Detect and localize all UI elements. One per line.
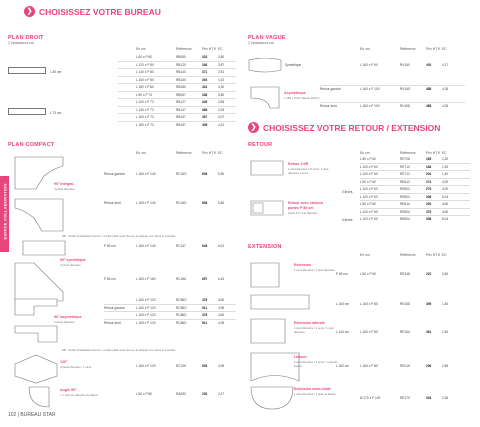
row-size: L 120 x P 60 <box>360 217 378 222</box>
row-price: 408 <box>202 122 208 127</box>
row-ref: RE164 <box>400 329 410 334</box>
table-row <box>360 178 470 186</box>
row-size: L 160 x P 120 <box>136 320 156 325</box>
header-ref: Référence <box>176 47 192 51</box>
row-price: 359 <box>426 301 432 306</box>
row-eco: 4,60 <box>442 202 449 207</box>
table-row <box>360 394 454 402</box>
plan-droit-depth-2: L 73 cm <box>50 111 62 115</box>
page-footer: 102 | BUREAU STAR <box>8 412 56 418</box>
extension-sub: 1 pied diamètre / 1 pied diamètre <box>294 268 335 272</box>
header-price: Prix HT € <box>202 47 217 51</box>
header-ref: Référence <box>176 151 192 155</box>
row-eco: 1,40 <box>442 172 449 177</box>
row-size: L 100 x P 60 <box>360 187 378 192</box>
table-row <box>360 215 470 223</box>
row-price: 294 <box>426 202 432 207</box>
row-size: L 180 x P 73 <box>136 122 154 127</box>
extension-depth: L 160 cm <box>336 302 349 306</box>
row-label: Retour gauche <box>104 305 125 310</box>
header-eco: EC <box>442 47 447 51</box>
row-ref: RV16G <box>400 87 411 92</box>
compact-table-a <box>104 170 236 207</box>
row-size: Ø 170 x P 100 <box>360 395 381 400</box>
table-row <box>360 208 470 216</box>
plan-compact-header <box>136 151 230 155</box>
plan-droit-title: PLAN DROIT <box>8 35 44 41</box>
retour-depth-b: 4 tiroirs <box>342 218 353 222</box>
row-eco: 5,04 <box>442 217 449 222</box>
row-eco: 3,87 <box>218 62 225 67</box>
compact-table-c <box>104 275 236 283</box>
table-row <box>360 155 470 163</box>
row-price: 338 <box>202 92 208 97</box>
table-row <box>360 163 470 171</box>
compact-note-a: NB : Outils d’installation fournis. Le bâti métal reste fixe sur le plateau si le client le souhaite. <box>62 234 177 238</box>
row-price: 275 <box>426 187 432 192</box>
row-size: L 160 x P 140 <box>136 243 156 248</box>
header-price: Prix HT € <box>426 47 441 51</box>
header-price: Prix HT € <box>426 253 441 257</box>
table-row <box>320 102 465 110</box>
extension-name: Extension semi-ovale <box>294 387 331 391</box>
header-ref: Référence <box>400 151 416 155</box>
table-row <box>360 328 454 336</box>
row-price: 398 <box>426 217 432 222</box>
row-ref: RE813 <box>400 179 410 184</box>
row-price: 204 <box>426 172 432 177</box>
compact-120-sketch <box>14 354 58 384</box>
plan-droit-subtitle: 2 épaisseurs cm <box>8 41 35 45</box>
row-ref: RB127 <box>176 100 186 105</box>
plan-droit-sketch-2 <box>8 108 46 115</box>
row-size: L 80 x P 60 <box>360 271 376 276</box>
row-price: 648 <box>202 243 208 248</box>
row-price: 165 <box>426 156 432 161</box>
row-ref: RC147 <box>176 243 186 248</box>
row-size: L 160 x P 120 <box>136 363 156 368</box>
row-size: L 160 x P 120 <box>136 313 156 318</box>
row-price: 346 <box>202 62 208 67</box>
header-price: Prix HT € <box>202 151 217 155</box>
retour-2-sketch <box>250 200 284 216</box>
compact-table-b <box>104 242 236 250</box>
row-label: P 80 cm <box>104 276 116 281</box>
table-row <box>360 193 470 201</box>
extension-1-sketch <box>250 262 280 288</box>
row-price: 333 <box>202 54 208 59</box>
row-price: 478 <box>202 313 208 318</box>
header-eco: EC <box>442 253 447 257</box>
plan-vague-table <box>320 85 465 109</box>
row-ref: RE170 <box>400 395 410 400</box>
chevron-right-icon: ❯ <box>24 6 35 17</box>
row-size: L 80 x P 80 <box>136 54 152 59</box>
plan-droit-depth-1: L 80 cm <box>50 70 62 74</box>
row-eco: 5,04 <box>442 194 449 199</box>
table-row <box>104 200 236 208</box>
retour-1-label: Retour 1/4R <box>288 162 309 166</box>
row-eco: 4,07 <box>218 115 225 120</box>
table-row <box>360 170 470 178</box>
table-row <box>104 362 236 370</box>
row-ref: RC86G <box>176 297 187 302</box>
header-size: En cm <box>360 47 370 51</box>
row-size: L 160 x P 120 <box>136 305 156 310</box>
row-label: Retour gauche <box>320 87 341 92</box>
compact-90s-sub: 3 pieds diamètre <box>60 263 81 267</box>
table-row <box>118 106 236 114</box>
row-eco: 6,43 <box>218 276 225 281</box>
row-label: Retour droit <box>320 103 337 108</box>
retour-2-sub: Socle 1/2 rond diamètre <box>288 211 318 215</box>
row-eco: 4,95 <box>218 363 225 368</box>
row-price: 511 <box>202 320 208 325</box>
table-row <box>104 296 236 304</box>
retour-depth-a: 0 tiroirs <box>342 190 353 194</box>
row-label: Retour gauche <box>104 171 125 176</box>
table-row <box>118 61 236 69</box>
plan-vague-title: PLAN VAGUE <box>248 35 286 41</box>
table-row <box>360 300 454 308</box>
table-row <box>104 304 236 312</box>
row-eco: 4,10 <box>218 77 225 82</box>
row-eco: 2,47 <box>218 391 225 396</box>
row-ref: RE712 <box>400 172 410 177</box>
row-ref: RB080 <box>176 54 186 59</box>
row-label: Retour droit <box>104 201 121 206</box>
row-size: L 100 x P 60 <box>360 209 378 214</box>
row-size: L 160 x P 73 <box>136 115 154 120</box>
retour-1-sketch <box>250 160 284 176</box>
row-eco: 1,50 <box>442 329 449 334</box>
compact-table-e <box>104 362 236 370</box>
extension-depth: L 144 cm <box>336 330 349 334</box>
table-row <box>104 170 236 178</box>
extension-4-sketch <box>250 352 300 382</box>
table-row <box>118 53 236 61</box>
row-size: L 160 x P 160 <box>136 276 156 281</box>
row-eco: 3,91 <box>218 70 225 75</box>
compact-table-d <box>104 296 236 326</box>
row-size: L 80 x P 60 <box>360 156 376 161</box>
extension-title: EXTENSION <box>248 244 282 250</box>
plan-droit-sketch-1 <box>8 67 46 74</box>
plan-vague-sym-price: 468 <box>426 63 432 67</box>
extension-name: Extension <box>294 263 312 267</box>
row-price: 478 <box>202 297 208 302</box>
row-size: L 160 x P 140 <box>136 171 156 176</box>
row-ref: RB147 <box>176 107 186 112</box>
row-eco: 1,30 <box>442 164 449 169</box>
row-price: 387 <box>202 115 208 120</box>
header-ref: Référence <box>400 47 416 51</box>
chevron-right-icon: ❯ <box>248 122 259 133</box>
row-price: 488 <box>426 103 432 108</box>
compact-table-f <box>104 390 236 398</box>
row-ref: RE814 <box>400 202 410 207</box>
row-size: L 120 x P 73 <box>136 100 154 105</box>
row-ref: RC126 <box>176 363 186 368</box>
table-row <box>360 185 470 193</box>
header-size: En cm <box>360 151 370 155</box>
row-price: 608 <box>202 201 208 206</box>
row-price: 304 <box>426 395 432 400</box>
table-row <box>360 362 454 370</box>
row-eco: 4,60 <box>218 297 225 302</box>
table-row <box>104 242 236 250</box>
row-price: 274 <box>426 179 432 184</box>
extension-sub: 1 pied diamètre / 1 sens / 1 pied de liaison <box>294 360 338 368</box>
row-size: L 160 x P 120 <box>136 297 156 302</box>
row-ref: RB120 <box>176 62 186 67</box>
row-ref: RE804 <box>400 217 410 222</box>
plan-vague-subtitle: 2 épaisseurs cm <box>248 41 275 45</box>
row-size: L 160 x P 80 <box>360 329 378 334</box>
row-eco: 4,00 <box>442 187 449 192</box>
compact-120-sub: 3 pieds diamètre / 1 sens <box>60 365 92 369</box>
table-row <box>360 270 454 278</box>
compact-90-integral-sketch-2 <box>14 198 64 232</box>
row-price: 424 <box>202 85 208 90</box>
header-eco: EC <box>442 151 447 155</box>
row-ref: RB180 <box>176 85 186 90</box>
plan-vague-sym-size: L 160 x P 90 <box>360 63 378 67</box>
row-ref: RRL16 <box>400 363 410 368</box>
header-eco: EC <box>218 47 223 51</box>
extension-depth: P 80 cm <box>336 272 348 276</box>
retour-table <box>360 155 470 223</box>
row-price: 657 <box>202 276 208 281</box>
table-row <box>104 390 236 398</box>
row-eco: 1,20 <box>442 156 449 161</box>
row-price: 375 <box>426 209 432 214</box>
compact-90a-label: 90° asymétrique <box>54 315 82 319</box>
row-size: L 120 x P 60 <box>360 172 378 177</box>
extension-3-sketch <box>250 318 286 344</box>
header-price: Prix HT € <box>426 151 441 155</box>
row-ref: RB187 <box>176 122 186 127</box>
plan-vague-asym-sub: L 180 x P 90 / Retour 100cm <box>284 96 320 100</box>
compact-angle-sketch <box>28 386 50 408</box>
row-ref: RC166 <box>176 276 186 281</box>
plan-droit-table <box>118 53 236 128</box>
row-price: 488 <box>426 87 432 92</box>
row-price: 361 <box>426 329 432 334</box>
row-ref: RC16G <box>176 171 187 176</box>
table-row <box>104 275 236 283</box>
row-eco: 3,93 <box>218 107 225 112</box>
row-eco: 1,50 <box>442 301 449 306</box>
header-size: En cm <box>360 253 370 257</box>
table-row <box>118 121 236 129</box>
row-eco: 4,60 <box>442 209 449 214</box>
row-size: L 160 x P 100 <box>360 103 380 108</box>
row-size: L 80 x P 60 <box>360 202 376 207</box>
row-eco: 4,95 <box>218 320 225 325</box>
row-label: Retour droit <box>104 320 121 325</box>
retour-title <box>248 122 440 133</box>
section-tab-label: ESPACE COLLABORATION <box>2 183 8 240</box>
plan-vague-sym-ref: RV160 <box>400 63 410 67</box>
row-ref: RV16D <box>400 103 411 108</box>
compact-90-label: 90° intégral <box>54 182 74 186</box>
row-size: L 80 x P 80 <box>136 391 152 396</box>
row-ref: RC86D <box>176 320 187 325</box>
table-row <box>118 76 236 84</box>
plan-droit-header <box>136 47 230 51</box>
row-ref: RE168 <box>400 301 410 306</box>
plan-vague-sym-sketch <box>248 58 282 74</box>
compact-80-sketch <box>22 240 66 256</box>
extension-name: Liaison <box>294 355 307 359</box>
retour-1-sub: 1 pied diamètre 1/4 rond / 1 pied diamètre 1 sens <box>288 167 329 175</box>
compact-note-d: NB : Outils d’installation fournis. Le bâti métal reste fixe sur le plateau si le client le souhaite. <box>62 348 177 352</box>
row-price: 393 <box>202 77 208 82</box>
row-ref: RE804 <box>400 209 410 214</box>
plan-vague-asym-sketch <box>250 86 280 110</box>
row-eco: 4,26 <box>442 103 449 108</box>
compact-90s-sketch <box>14 262 64 302</box>
extension-header <box>360 253 454 257</box>
row-ref: RE804 <box>400 194 410 199</box>
header-eco: EC <box>218 151 223 155</box>
row-size: L 140 x P 73 <box>136 107 154 112</box>
row-eco: 5,80 <box>218 171 225 176</box>
header-size: En cm <box>136 151 146 155</box>
extension-depth: L 160 cm <box>336 364 349 368</box>
row-eco: 6,02 <box>218 243 225 248</box>
header-size: En cm <box>136 47 146 51</box>
retour-2-label-b: portes P 80 cm <box>288 206 314 210</box>
row-ref: RB167 <box>176 115 186 120</box>
row-ref: RE710 <box>400 164 410 169</box>
row-eco: 5,80 <box>218 201 225 206</box>
row-size: L 120 x P 80 <box>136 62 154 67</box>
row-size: L 160 x P 80 <box>360 363 378 368</box>
row-price: 296 <box>426 363 432 368</box>
row-eco: 4,30 <box>218 85 225 90</box>
row-price: 371 <box>202 70 208 75</box>
row-ref: RC86D <box>176 313 187 318</box>
row-size: L 180 x P 80 <box>136 85 154 90</box>
retour-title-text: CHOISISSEZ VOTRE RETOUR / EXTENSION <box>263 122 441 133</box>
row-size: L 140 x P 80 <box>136 70 154 75</box>
table-row <box>118 68 236 76</box>
table-row <box>104 311 236 319</box>
plan-vague-header <box>360 47 454 51</box>
table-row <box>104 319 236 327</box>
row-ref: RC16D <box>176 201 187 206</box>
row-price: 535 <box>202 363 208 368</box>
table-row <box>118 83 236 91</box>
row-ref: RB140 <box>176 70 186 75</box>
row-ref: RC86G <box>176 305 187 310</box>
row-size: L 80 x P 73 <box>136 92 152 97</box>
plan-vague-asym-label: Asymétrique <box>284 91 306 95</box>
row-size: L 120 x P 60 <box>360 194 378 199</box>
compact-90a-sub: 3 pieds diamètre <box>54 320 75 324</box>
row-eco: 4,60 <box>218 313 225 318</box>
extension-sub: 1 pied diamètre / 1 sens / 1 pied diamètre <box>294 326 334 334</box>
row-ref: RB087 <box>176 92 186 97</box>
compact-angle-sub: + 1 pied de diamètre de liaison <box>60 393 99 397</box>
row-ref: RE708 <box>400 156 410 161</box>
row-price: 368 <box>202 107 208 112</box>
extension-name: Extension latérale <box>294 321 325 325</box>
row-size: L 160 x P 100 <box>360 87 380 92</box>
retour-2-label: Retour avec caisson <box>288 201 323 205</box>
row-size: L 160 x P 140 <box>136 201 156 206</box>
plan-vague-sym-eco: 4,17 <box>442 63 449 67</box>
row-ref: RE803 <box>400 187 410 192</box>
table-row <box>118 91 236 99</box>
row-eco: 2,65 <box>442 363 449 368</box>
row-price: 308 <box>426 194 432 199</box>
compact-120-label: 120° <box>60 360 68 364</box>
compact-angle-label: Angle 90° <box>60 388 77 392</box>
row-eco: 0,80 <box>442 271 449 276</box>
plan-compact-title: PLAN COMPACT <box>8 142 55 148</box>
header-ref: Référence <box>400 253 416 257</box>
compact-90a-sketch-1 <box>14 298 58 316</box>
row-size: L 160 x P 80 <box>136 77 154 82</box>
row-eco: 4,00 <box>442 179 449 184</box>
row-eco: 4,26 <box>442 87 449 92</box>
extension-sub: 1 pied diamètre / 1 pied de liaison <box>294 392 336 396</box>
row-ref: RB160 <box>176 77 186 82</box>
table-row <box>360 200 470 208</box>
row-size: L 80 x P 60 <box>360 179 376 184</box>
row-price: 184 <box>426 164 432 169</box>
row-eco: 3,80 <box>218 54 225 59</box>
page-title <box>24 6 161 17</box>
row-eco: 4,22 <box>218 122 225 127</box>
row-eco: 3,80 <box>218 92 225 97</box>
row-eco: 2,36 <box>442 395 449 400</box>
row-price: 349 <box>202 100 208 105</box>
compact-90s-label: 90° symétrique <box>60 258 86 262</box>
table-row <box>320 85 465 93</box>
plan-vague-sym-label: Symétrique <box>285 63 302 67</box>
compact-90a-sketch-2 <box>14 325 58 343</box>
row-price: 230 <box>202 391 208 396</box>
page-title-text: CHOISISSEZ VOTRE BUREAU <box>39 6 161 17</box>
row-size: L 100 x P 60 <box>360 164 378 169</box>
row-price: 511 <box>202 305 208 310</box>
extension-5-sketch <box>250 386 294 410</box>
table-row <box>118 98 236 106</box>
row-size: L 160 x P 80 <box>360 301 378 306</box>
extension-2-sketch <box>250 294 310 310</box>
row-label: P 80 cm <box>104 243 116 248</box>
table-row <box>118 113 236 121</box>
row-price: 608 <box>202 171 208 176</box>
row-price: 222 <box>426 271 432 276</box>
compact-90-sub: 3 pieds diamètre <box>54 187 75 191</box>
row-ref: RE348 <box>400 271 410 276</box>
row-ref: RA080 <box>176 391 186 396</box>
row-eco: 4,95 <box>218 305 225 310</box>
row-eco: 3,85 <box>218 100 225 105</box>
retour-section-title: RETOUR <box>248 142 273 148</box>
